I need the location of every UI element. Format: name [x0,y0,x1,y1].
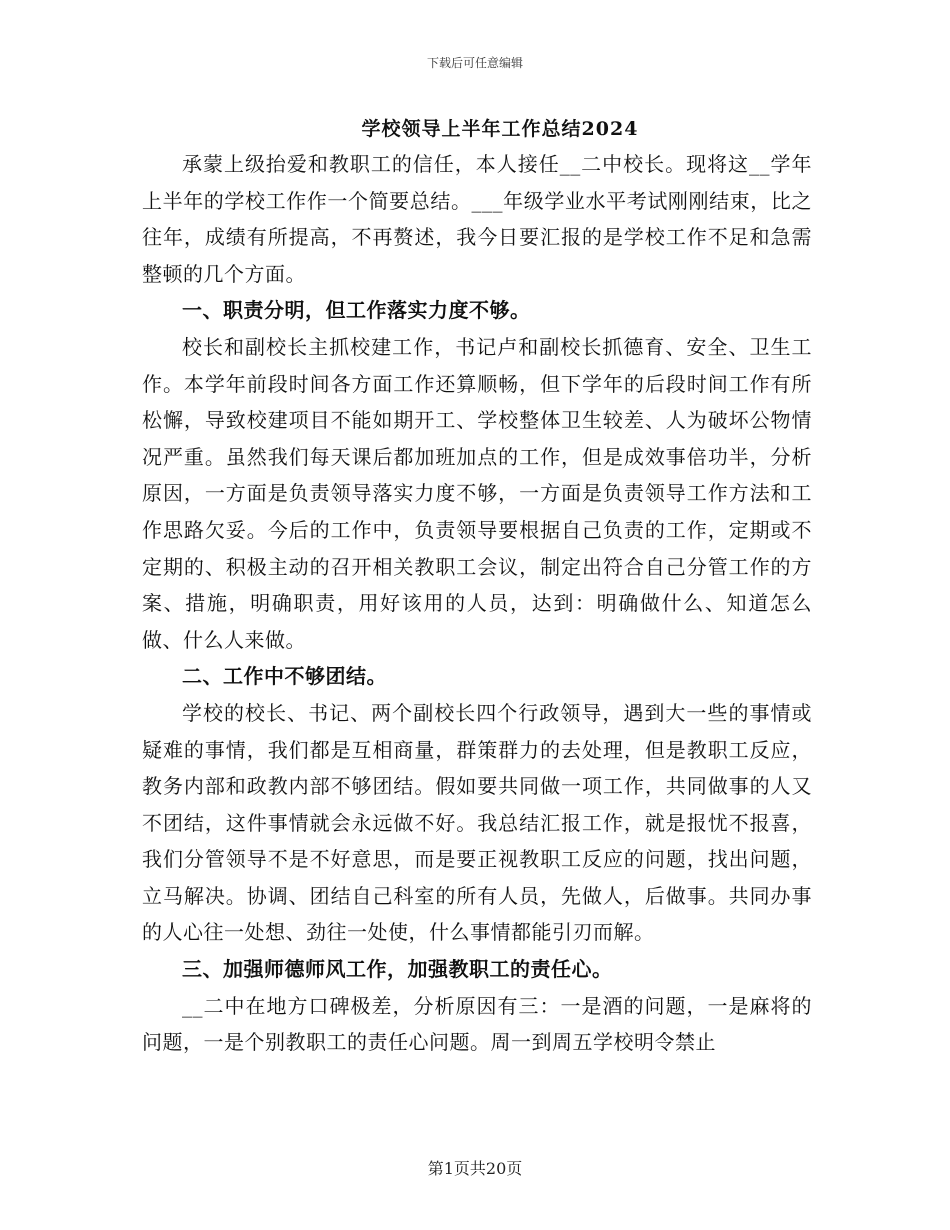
paragraph-section-3: __二中在地方口碑极差，分析原因有三：一是酒的问题，一是麻将的问题，一是个别教职工的责任心问题。周一到周五学校明令禁止 [142,993,812,1055]
page-footer: 第1页共20页 [427,1159,523,1178]
document-body [142,146,812,1061]
paragraph-section-1: 校长和副校长主抓校建工作，书记卢和副校长抓德育、安全、卫生工作。本学年前段时间各方面工作还算顺畅，但下学年的后段时间工作有所松懈，导致校建项目不能如期开工、学校整体卫生较差、人为破坏公物情况严重。虽然我们每天课后都加班加点的工作，但是成效事倍功半，分析原因，一方面是负责领导落实力度不够，一方面是负责领导工作方法和工作思路欠妥。今后的工作中，负责领导要根据自己负责的工作，定期或不定期的、积极主动的召开相关教职工会议，制定出符合自己分管工作的方案、措施，明确职责，用好该用的人员，达到：明确做什么、知道怎么做、什么人来做。 [142,334,812,652]
paragraph-intro: 承蒙上级抬爱和教职工的信任，本人接任__二中校长。现将这__学年上半年的学校工作作一个简要总结。___年级学业水平考试刚刚结束，比之往年，成绩有所提高，不再赘述，我今日要汇报的是学校工作不足和急需整顿的几个方面。 [142,152,812,286]
header-note: 下载后可任意编辑 [426,56,523,70]
section-heading-3: 三、加强师德师风工作，加强教职工的责任心。 [182,957,613,982]
paragraph-section-2: 学校的校长、书记、两个副校长四个行政领导，遇到大一些的事情或疑难的事情，我们都是互相商量，群策群力的去处理，但是教职工反应，教务内部和政教内部不够团结。假如要共同做一项工作，共同做事的人又不团结，这件事情就会永远做不好。我总结汇报工作，就是报忧不报喜，我们分管领导不是不好意思，而是要正视教职工反应的问题，找出问题，立马解决。协调、团结自己科室的所有人员，先做人，后做事。共同办事的人心往一处想、劲往一处使，什么事情都能引刃而解。 [142,700,812,945]
document-title: 学校领导上半年工作总结2024 [361,118,639,140]
section-heading-1: 一、职责分明，但工作落实力度不够。 [182,298,531,323]
section-heading-2: 二、工作中不够团结。 [182,664,387,689]
